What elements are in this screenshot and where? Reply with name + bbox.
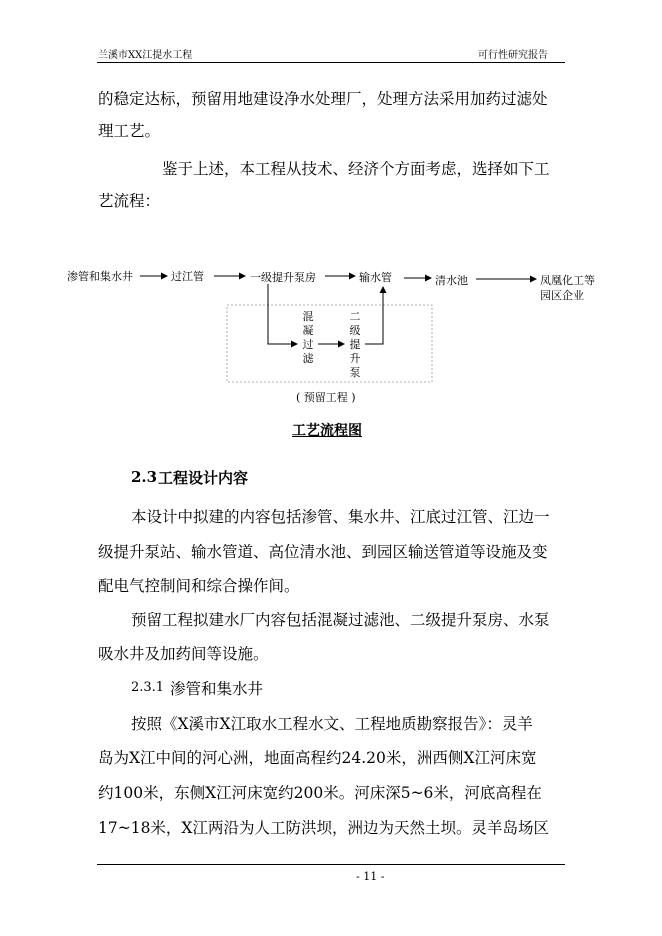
- paragraph-line: 预留工程拟建水厂内容包括混凝过滤池、二级提升泵房、水泵: [131, 611, 550, 629]
- header-report-type: 可行性研究报告: [478, 50, 548, 61]
- header-title: 兰溪市XX江提水工程: [98, 50, 193, 61]
- vertical-char: 混: [302, 310, 314, 323]
- vertical-char: 过: [302, 338, 314, 351]
- diagram-caption: 工艺流程图: [292, 423, 362, 439]
- paragraph-line: 理工艺。: [98, 122, 161, 140]
- page-number: - 11 -: [356, 870, 385, 883]
- paragraph-line: 约100米，东侧X江河床宽约200米。河床深5~6米，河底高程在: [98, 784, 542, 802]
- flow-node-seepage-well: 渗管和集水井: [67, 270, 133, 283]
- paragraph-line: 艺流程：: [98, 192, 161, 210]
- section-number: 2.3: [131, 468, 158, 486]
- flow-node-primary-pump: 一级提升泵房: [250, 271, 316, 284]
- paragraph-line: 级提升泵站、输水管道、高位清水池、到园区输送管道等设施及变: [98, 543, 548, 561]
- reserved-secondary-pump: [348, 310, 362, 380]
- reserved-coagulation-filter: [301, 310, 315, 366]
- flow-arrows: [0, 0, 662, 400]
- vertical-char: 滤: [302, 352, 314, 365]
- flow-arrow: [268, 284, 297, 344]
- paragraph-line: 17~18米，X江两沿为人工防洪坝，洲边为天然土坝。灵羊岛场区: [98, 819, 549, 837]
- paragraph-line: 按照《X溪市X江取水工程水文、工程地质勘察报告》：灵羊: [131, 715, 533, 733]
- flow-node-enterprises-line1: 凤凰化工等: [540, 274, 595, 287]
- flow-arrow: [365, 287, 383, 344]
- vertical-char: 二: [349, 310, 361, 323]
- paragraph-line: 的稳定达标，预留用地建设净水处理厂，处理方法采用加药过滤处: [98, 90, 548, 108]
- subsection-number: 2.3.1: [131, 680, 165, 695]
- paragraph-line: 配电气控制间和综合操作间。: [98, 577, 300, 595]
- reserved-label: ( 预留工程 ): [296, 391, 356, 404]
- vertical-char: 升: [349, 352, 361, 365]
- vertical-char: 级: [349, 324, 361, 337]
- paragraph-line: 本设计中拟建的内容包括渗管、集水井、江底过江管、江边一: [131, 508, 550, 526]
- vertical-char: 提: [349, 338, 361, 351]
- section-title: 工程设计内容: [158, 469, 249, 487]
- paragraph-line: 鉴于上述，本工程从技术、经济个方面考虑，选择如下工: [162, 160, 550, 178]
- flow-node-river-pipe: 过江管: [171, 270, 204, 283]
- footer-rule: [97, 864, 565, 865]
- paragraph-line: 吸水井及加药间等设施。: [98, 645, 269, 663]
- flow-node-clear-water-tank: 清水池: [435, 274, 468, 287]
- flow-node-transmission-pipe: 输水管: [359, 271, 392, 284]
- vertical-char: 泵: [349, 366, 361, 379]
- paragraph-line: 岛为X江中间的河心洲，地面高程约24.20米，洲西侧X江河床宽: [98, 749, 537, 767]
- vertical-char: 凝: [302, 324, 314, 337]
- flow-node-enterprises-line2: 园区企业: [540, 289, 584, 302]
- subsection-title: 渗管和集水井: [170, 680, 264, 698]
